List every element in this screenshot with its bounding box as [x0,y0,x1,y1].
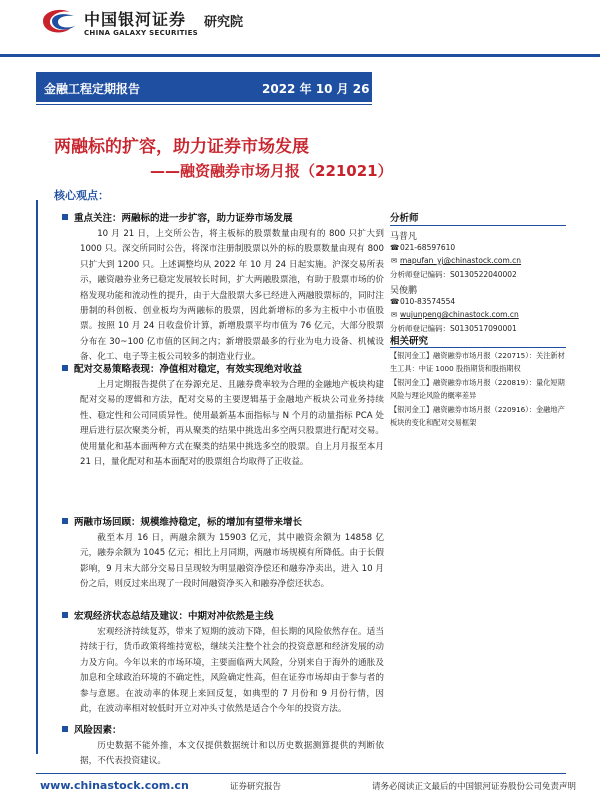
related-heading: 相关研究 [390,336,429,347]
analyst-divider [390,225,566,226]
analyst-phone: ☎010-83574554 [390,297,456,306]
related-item[interactable]: 【银河金工】融资融券市场月报（220819）：量化短期风险与理论风险的概率差异 [390,378,565,400]
bullet-icon [62,726,68,732]
analyst-name: 马普凡 [390,232,418,242]
section-heading: 两融市场回顾：规模维持稳定，标的增加有望带来增长 [62,514,302,528]
brand-name-cn: 中国银河证券 [84,10,187,29]
section-heading: 风险因素： [62,722,122,736]
section-paragraph: 截至本月 16 日，两融余额为 15903 亿元，其中融资余额为 14858 亿元，融券余额为 1045 亿元；相比上月同期，两融市场规模有所降低。由于长假影响，9 月末大部分交易日呈现较为明显融资净偿还和融券净卖出，进入 10 月份之后，则反过来出现了一段时间融资净买入和融券净偿还状态。 [80,533,384,590]
section-paragraph: 上月定期报告提供了在券源充足、且融券费率较为合理的金融地产板块构建配对交易的逻辑和方法，配对交易的主要逻辑基于金融地产板块公司业务持续性、稳定性和公司同质异性。使用最新基本面指标与 N 个月的动量指标 PCA 处理后进行层次聚类分析，再从聚类的结果中挑选出多空两只股票进行配对交易。使用量化和基本面两种方式在聚类的结果中挑选多空的股票。自上月月报至本月 21 日，量化配对和基本面配对的股票组合均取得了正收益。 [80,380,384,468]
brand-name-en: CHINA GALAXY SECURITIES [84,29,198,37]
section-heading: 重点关注：两融标的进一步扩容，助力证券市场发展 [62,210,293,224]
footer-url[interactable]: www.chinastock.com.cn [40,779,189,792]
band-divider [36,104,372,105]
related-item[interactable]: 【银河金工】融资融券市场月报（220916）：金融地产板块的变化和配对交易框架 [390,405,565,427]
section-heading: 配对交易策略表现：净值相对稳定，有效实现绝对收益 [62,361,302,375]
related-divider [390,347,566,348]
section-paragraph: 历史数据不能外推，本文仅提供数据统计和以历史数据测算提供的判断依据，不代表投资建议。 [80,741,384,767]
galaxy-logo-icon [38,6,78,36]
related-list [390,350,570,431]
report-date: 2022 年 10 月 26 日 [262,82,386,96]
footer-label: 证券研究报告 [230,782,282,792]
bullet-icon [62,612,68,618]
institute-label: 研究院 [204,15,244,30]
section-paragraph: 宏观经济持续复苏，带来了短期的波动下降，但长期的风险依然存在。适当持续于行，货币政策将维持宽松，继续关注整个社会的投资意愿和经济发展的动力及方向。今年以来的市场环境，主要面临两大风险，分别来自于海外的通胀及加息和全球政治环境的不确定性，风险确定性高，但在证券市场却由于参与者的参与意愿。在波动率的体现上来回反复，如典型的 7 月份和 9 月份行情，因此，在波动率相对较低时开立对冲头寸依然是适合个今年的投资方法。 [80,627,384,715]
section-heading: 宏观经济状态总结及建议：中期对冲依然是主线 [62,608,274,622]
page-title: 两融标的扩容，助力证券市场发展 [54,137,309,157]
email-icon: ✉ [390,310,398,319]
related-item[interactable]: 【银河金工】融资融券市场月报（220715）：关注新材生工具：中证 1000 股指期货和股指期权 [390,351,565,373]
analyst-cert: 分析师登记编码：S0130522040002 [390,270,517,279]
report-type: 金融工程定期报告 [44,82,141,96]
header-divider [0,54,600,57]
analyst-heading: 分析师 [390,213,419,224]
bullet-icon [62,365,68,371]
footer-disclaimer: 请务必阅读正文最后的中国银河证券股份公司免责声明 [372,782,577,792]
key-points-label: 核心观点： [54,189,109,202]
analyst-cert: 分析师登记编码：S0130517090001 [390,324,517,333]
analyst-email[interactable]: ✉ wujunpeng@chinastock.com.cn [390,310,519,319]
analyst-phone: ☎021-68597610 [390,243,456,252]
email-icon: ✉ [390,256,398,265]
left-accent-bar [36,200,38,754]
analyst-name: 吴俊鹏 [390,286,418,296]
bullet-icon [62,518,68,524]
section-paragraph: 10 月 21 日，上交所公告，将主板标的股票数量由现有的 800 只扩大到 1000 只。深交所同时公告，将深市注册制股票以外的标的股票数量由现有 800 只扩大到 1200 只。上述调整均从 2022 年 10 月 24 日起实施。沪深交易所表示，融资融券业务已稳定发展较长时间，扩大两融股票池，有助于股票市场的价格发现功能和流动性的提升，由于大盘股票大多已经进入两融股票标的，同时注册制的科创板、创业板均为两融标的股票，因此新增标的多为主板中小市值股票。按照 10 月 24 日收盘价计算，新增股票平均市值为 76 亿元，大部分股票分布在 30~100 亿市值的区间之内；新增股票最多的行业为电力设备、机械设备、化工、电子等主板公司较多的制造业行业。 [80,229,384,363]
analyst-email[interactable]: ✉ mapufan_yj@chinastock.com.cn [390,256,522,265]
bullet-icon [62,214,68,220]
phone-icon: ☎ [390,243,400,252]
phone-icon: ☎ [390,297,400,306]
footer-divider [36,773,566,774]
page-subtitle: ——融资融券市场月报（221021） [150,162,393,180]
